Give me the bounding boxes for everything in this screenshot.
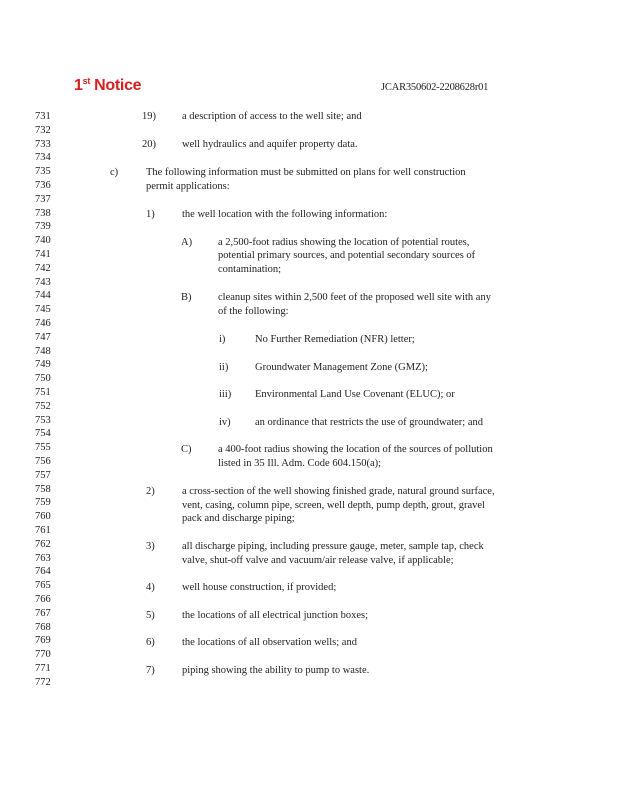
text-line-747: No Further Remediation (NFR) letter;: [255, 334, 415, 345]
line-number: 757: [35, 469, 51, 481]
text-line-755: a 400-foot radius showing the location of the sources of pollution: [218, 444, 493, 455]
item-label-1: 1): [146, 209, 155, 220]
text-line-749: Groundwater Management Zone (GMZ);: [255, 362, 428, 373]
subsection-label-c: c): [110, 167, 119, 178]
text-line-762: all discharge piping, including pressure gauge, meter, sample tap, check: [182, 541, 484, 552]
line-number: 763: [35, 552, 51, 564]
text-line-738: the well location with the following information:: [182, 209, 388, 220]
line-number: 769: [35, 635, 51, 647]
line-number: 750: [35, 373, 51, 385]
text-line-735: The following information must be submitted on plans for well construction: [146, 167, 466, 178]
text-line-758: a cross-section of the well showing finished grade, natural ground surface,: [182, 486, 495, 497]
line-number: 739: [35, 221, 51, 233]
text-line-736: permit applications:: [146, 181, 230, 192]
text-line-763: valve, shut-off valve and vacuum/air release valve, if applicable;: [182, 555, 454, 566]
text-line-759: vent, casing, column pipe, screen, well depth, pump depth, grout, gravel: [182, 500, 485, 511]
text-line-740: a 2,500-foot radius showing the location of potential routes,: [218, 237, 470, 248]
line-number: 754: [35, 428, 51, 440]
line-number: 772: [35, 676, 51, 688]
line-number: 747: [35, 331, 51, 343]
notice-number: 1: [74, 77, 83, 94]
line-number: 760: [35, 511, 51, 523]
line-number: 749: [35, 359, 51, 371]
line-number: 762: [35, 538, 51, 550]
line-number: 734: [35, 152, 51, 164]
line-number: 748: [35, 345, 51, 357]
line-number: 753: [35, 414, 51, 426]
line-number: 736: [35, 180, 51, 191]
line-number: 741: [35, 249, 51, 260]
item-label-i: i): [219, 334, 226, 345]
line-number: 735: [35, 166, 51, 178]
line-number: 758: [35, 483, 51, 495]
line-number: 759: [35, 497, 51, 509]
line-number: 764: [35, 566, 51, 578]
line-number: 752: [35, 400, 51, 412]
line-number: 766: [35, 594, 51, 605]
item-label-iii: iii): [219, 389, 232, 400]
line-number: 737: [35, 193, 51, 205]
line-number: 765: [35, 580, 51, 592]
item-label-3: 3): [146, 541, 155, 552]
text-line-756: listed in 35 Ill. Adm. Code 604.150(a);: [218, 458, 382, 469]
text-line-753: an ordinance that restricts the use of groundwater; and: [255, 417, 484, 428]
text-line-751: Environmental Land Use Covenant (ELUC); or: [255, 389, 455, 400]
item-label-5: 5): [146, 610, 155, 621]
line-number: 756: [35, 456, 51, 467]
notice-suffix: st: [82, 76, 91, 86]
line-number: 746: [35, 318, 51, 329]
item-label-19: 19): [142, 111, 156, 122]
item-label-20: 20): [142, 139, 156, 150]
line-number: 767: [35, 607, 51, 619]
line-number: 770: [35, 649, 51, 661]
line-number: 771: [35, 663, 51, 674]
text-line-731: a description of access to the well site; and: [182, 111, 362, 122]
text-line-744: cleanup sites within 2,500 feet of the proposed well site with any: [218, 292, 491, 303]
item-label-ii: ii): [219, 362, 229, 373]
notice-word: Notice: [90, 77, 142, 94]
item-label-b: B): [181, 292, 192, 303]
text-line-742: contamination;: [218, 264, 281, 275]
item-label-a: A): [181, 237, 193, 248]
line-number: 768: [35, 621, 51, 633]
item-label-6: 6): [146, 637, 155, 648]
text-line-765: well house construction, if provided;: [182, 582, 337, 593]
line-number: 751: [35, 387, 51, 398]
text-line-769: the locations of all observation wells; and: [182, 637, 357, 648]
text-line-741: potential primary sources, and potential secondary sources of: [218, 250, 476, 261]
text-line-767: the locations of all electrical junction boxes;: [182, 610, 369, 621]
line-number: 740: [35, 235, 51, 247]
notice-heading: [74, 76, 141, 95]
line-number: 733: [35, 138, 51, 150]
line-number: 742: [35, 262, 51, 274]
line-number: 738: [35, 207, 51, 219]
line-number: 731: [35, 111, 51, 122]
text-line-733: well hydraulics and aquifer property data.: [182, 139, 358, 150]
line-number: 732: [35, 124, 51, 136]
item-label-iv: iv): [219, 417, 231, 428]
item-label-c-upper: C): [181, 444, 192, 455]
item-label-2: 2): [146, 486, 155, 497]
text-line-745: of the following:: [218, 306, 289, 317]
line-number: 743: [35, 276, 51, 288]
item-label-4: 4): [146, 582, 155, 593]
line-number: 755: [35, 442, 51, 454]
line-number: 744: [35, 290, 51, 302]
text-line-771: piping showing the ability to pump to waste.: [182, 665, 370, 676]
text-line-760: pack and discharge piping;: [182, 513, 295, 524]
document-code: JCAR350602-2208628r01: [381, 82, 489, 93]
item-label-7: 7): [146, 665, 155, 676]
line-number: 745: [35, 304, 51, 316]
line-number: 761: [35, 525, 51, 536]
